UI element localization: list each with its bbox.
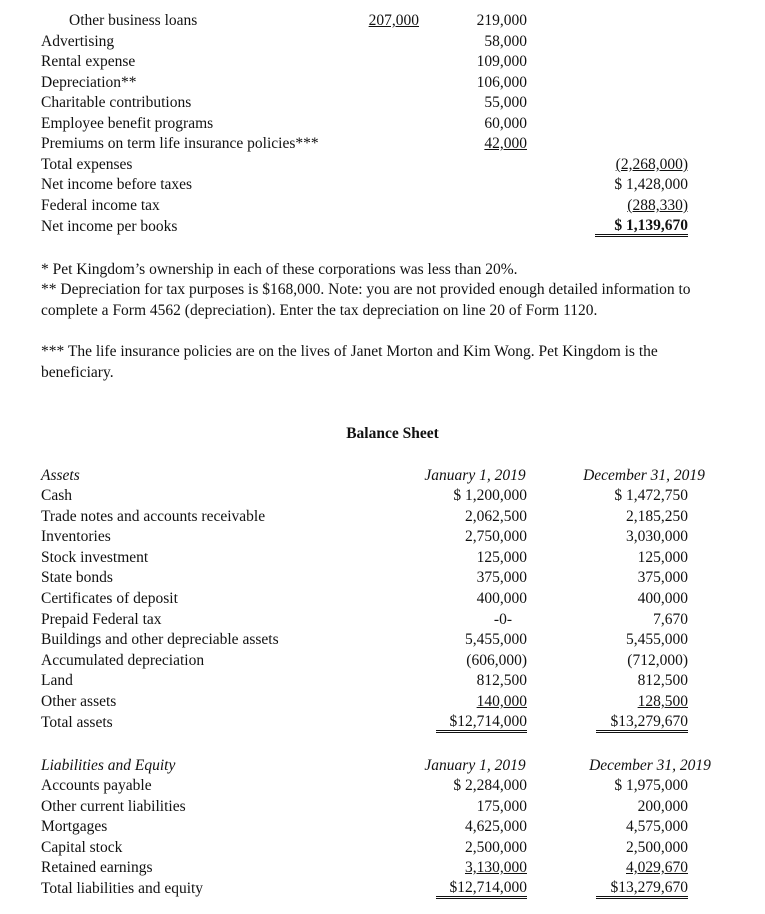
income-row	[0, 155, 765, 176]
asset-jan-value: 5,455,000	[465, 631, 527, 648]
liability-dec-value: 2,500,000	[626, 839, 688, 856]
income-row	[0, 73, 765, 94]
income-row-label: Depreciation**	[41, 74, 137, 91]
asset-label: Prepaid Federal tax	[41, 611, 162, 628]
col-jan-header: January 1, 2019	[424, 757, 526, 774]
income-row-total: $ 1,428,000	[614, 176, 688, 193]
income-row-total: (288,330)	[627, 197, 688, 214]
income-row	[0, 52, 765, 73]
asset-row	[0, 527, 765, 548]
liability-label: Capital stock	[41, 839, 123, 856]
asset-dec-value: 375,000	[637, 569, 688, 586]
income-row-value: 60,000	[484, 115, 527, 132]
asset-row	[0, 589, 765, 610]
col-jan-header: January 1, 2019	[424, 467, 526, 484]
liability-row	[0, 838, 765, 859]
income-row-label: Advertising	[41, 33, 115, 50]
liability-label: Retained earnings	[41, 859, 153, 876]
liability-dec-value: $ 1,975,000	[614, 777, 688, 794]
asset-jan-value: (606,000)	[466, 652, 527, 669]
assets-heading: Assets	[41, 467, 80, 484]
income-row	[0, 196, 765, 217]
income-row-value: 106,000	[476, 74, 527, 91]
income-row-value: 42,000	[484, 135, 527, 152]
liability-label: Accounts payable	[41, 777, 152, 794]
asset-dec-value: $ 1,472,750	[614, 487, 688, 504]
income-row	[0, 217, 765, 238]
asset-dec-value: 125,000	[637, 549, 688, 566]
income-row-label: Total expenses	[41, 156, 133, 173]
asset-row	[0, 486, 765, 507]
income-row	[0, 134, 765, 155]
footnote: ** Depreciation for tax purposes is $168,000. Note: you are not provided enough detailed information to complete a Form 4562 (depreciation). Enter the tax depreciation on line 20 of Form 1120.	[41, 281, 691, 319]
income-row-label: Premiums on term life insurance policies***	[41, 135, 319, 152]
asset-label: Trade notes and accounts receivable	[41, 508, 266, 525]
asset-row	[0, 671, 765, 692]
asset-label: Buildings and other depreciable assets	[41, 631, 279, 648]
income-row-label: Net income per books	[41, 218, 178, 235]
asset-row	[0, 692, 765, 713]
income-row-value: 58,000	[484, 33, 527, 50]
liability-label: Mortgages	[41, 818, 108, 835]
asset-row	[0, 630, 765, 651]
income-row-value: 219,000	[476, 12, 527, 29]
asset-row	[0, 610, 765, 631]
income-row-label: Net income before taxes	[41, 176, 193, 193]
income-row-subvalue: 207,000	[368, 12, 419, 29]
asset-dec-value: 3,030,000	[626, 528, 688, 545]
liability-jan-value: $ 2,284,000	[453, 777, 527, 794]
net-income-total: $ 1,139,670	[595, 217, 688, 237]
asset-label: Other assets	[41, 693, 117, 710]
asset-dec-value: (712,000)	[627, 652, 688, 669]
asset-label: Land	[41, 672, 73, 689]
balance-sheet-title: Balance Sheet	[346, 425, 439, 442]
income-row-total: (2,268,000)	[615, 156, 688, 173]
asset-total-row	[0, 713, 765, 734]
asset-dec-value: 128,500	[637, 693, 688, 710]
asset-jan-value: 2,750,000	[465, 528, 527, 545]
assets-header	[0, 466, 765, 487]
asset-dec-value: 7,670	[653, 611, 688, 628]
asset-row	[0, 507, 765, 528]
footnote: * Pet Kingdom’s ownership in each of these corporations was less than 20%.	[41, 261, 518, 278]
asset-jan-value: 140,000	[476, 693, 527, 710]
asset-dec-total: $13,279,670	[596, 713, 688, 733]
liability-row	[0, 776, 765, 797]
liability-row	[0, 797, 765, 818]
liability-total-row	[0, 879, 765, 900]
liability-jan-value: 3,130,000	[465, 859, 527, 876]
income-row	[0, 114, 765, 135]
income-row	[0, 175, 765, 196]
liability-dec-value: 4,029,670	[626, 859, 688, 876]
liability-label: Total liabilities and equity	[41, 880, 204, 897]
asset-jan-value: $ 1,200,000	[453, 487, 527, 504]
income-row-label: Other business loans	[69, 12, 198, 29]
asset-dec-value: 5,455,000	[626, 631, 688, 648]
asset-row	[0, 548, 765, 569]
asset-jan-value: 125,000	[476, 549, 527, 566]
asset-jan-value: 812,500	[476, 672, 527, 689]
liability-jan-total: $12,714,000	[436, 879, 527, 899]
income-row	[0, 32, 765, 53]
income-row-label: Federal income tax	[41, 197, 160, 214]
asset-label: Stock investment	[41, 549, 149, 566]
income-row-label: Charitable contributions	[41, 94, 192, 111]
asset-jan-value: 375,000	[476, 569, 527, 586]
income-row-label: Employee benefit programs	[41, 115, 214, 132]
asset-label: Accumulated depreciation	[41, 652, 205, 669]
liability-label: Other current liabilities	[41, 798, 186, 815]
asset-label: Inventories	[41, 528, 111, 545]
income-row	[0, 11, 765, 32]
asset-label: Certificates of deposit	[41, 590, 178, 607]
asset-row	[0, 568, 765, 589]
asset-dec-value: 400,000	[637, 590, 688, 607]
income-row-value: 55,000	[484, 94, 527, 111]
liabilities-heading: Liabilities and Equity	[41, 757, 176, 774]
asset-row	[0, 651, 765, 672]
asset-jan-value: -0-	[493, 611, 512, 628]
liability-row	[0, 817, 765, 838]
asset-jan-value: 400,000	[476, 590, 527, 607]
income-row-label: Rental expense	[41, 53, 136, 70]
asset-label: Total assets	[41, 714, 113, 731]
income-row	[0, 93, 765, 114]
liability-dec-total: $13,279,670	[596, 879, 688, 899]
footnote: *** The life insurance policies are on the lives of Janet Morton and Kim Wong. Pet Kingdom is the beneficiary.	[41, 343, 658, 381]
liability-dec-value: 4,575,000	[626, 818, 688, 835]
income-row-value: 109,000	[476, 53, 527, 70]
liability-jan-value: 2,500,000	[465, 839, 527, 856]
liability-jan-value: 4,625,000	[465, 818, 527, 835]
liabilities-header	[0, 756, 765, 777]
asset-jan-value: 2,062,500	[465, 508, 527, 525]
asset-jan-total: $12,714,000	[436, 713, 527, 733]
col-dec-header: December 31, 2019	[589, 757, 711, 774]
asset-dec-value: 2,185,250	[626, 508, 688, 525]
col-dec-header: December 31, 2019	[583, 467, 705, 484]
asset-dec-value: 812,500	[637, 672, 688, 689]
liability-jan-value: 175,000	[476, 798, 527, 815]
asset-label: State bonds	[41, 569, 113, 586]
asset-label: Cash	[41, 487, 72, 504]
liability-dec-value: 200,000	[637, 798, 688, 815]
liability-row	[0, 858, 765, 879]
